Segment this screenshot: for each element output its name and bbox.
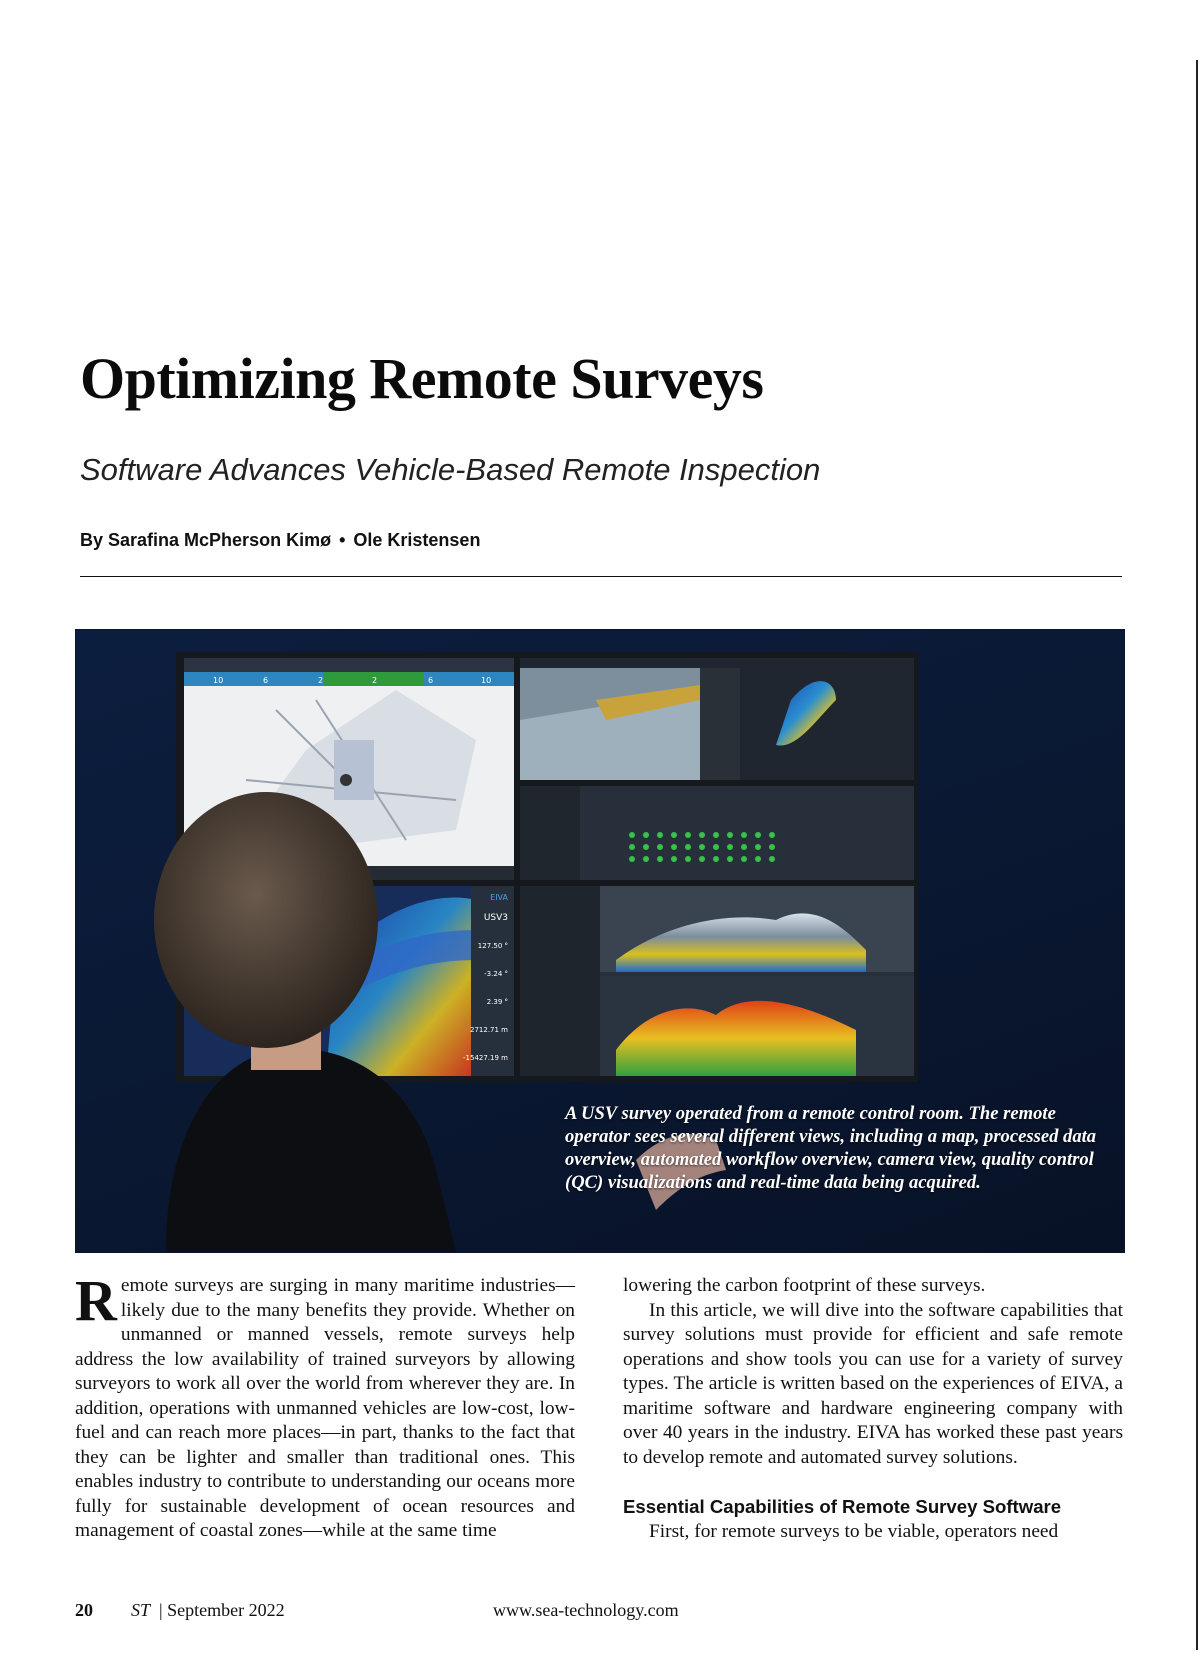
title-divider [80,576,1122,577]
timeline-tick: 6 [428,676,434,685]
body-column-right [623,1274,1123,1544]
readout-easting: 2712.71 m [470,1026,508,1034]
article-subtitle: Software Advances Vehicle-Based Remote Inspection [80,452,821,487]
timeline-tick: 2 [318,676,324,685]
body-column-left [75,1268,575,1544]
readout-roll: 2.39 ° [486,998,508,1006]
byline-separator: • [339,530,346,550]
issue-date: | September 2022 [159,1600,285,1620]
publication-info [131,1600,285,1621]
readout-pitch: -3.24 ° [484,970,508,978]
control-room-photo [75,629,1125,1253]
body-text: emote surveys are surging in many maritime industries—likely due to the many benefits they provide. Whether on unmanned or manned vessels, remote surveys help address the low availability of trained surveyors by allowing surveyors to work all over the world from wherever they are. In addition, operations with unmanned vehicles are low-cost, low-fuel and can reach more places—in part, thanks to the fact that they can be lighter and smaller than traditional ones. This enables industry to contribute to understanding our oceans more fully for sustainable development of ocean resources and management of coastal zones—while at the same time [75,1275,575,1541]
page-edge-rule [1196,60,1198,1650]
website-link[interactable]: www.sea-technology.com [493,1600,679,1620]
magazine-abbrev: ST [131,1600,151,1620]
body-paragraph: First, for remote surveys to be viable, operators need [649,1520,1059,1542]
author-1: By Sarafina McPherson Kimø [80,530,332,550]
byline [80,530,480,551]
body-paragraph: In this article, we will dive into the software capabilities that survey solutions must provide for efficient and safe remote operations and show tools you can use for a variety of survey types. The article is written based on the experiences of EIVA, a maritime software and hardware engineering company with over 40 years in the industry. EIVA has worked these past years to develop remote and automated survey solutions. [623,1299,1123,1468]
photo-caption: A USV survey operated from a remote control room. The remote operator sees several different views, including a map, processed data overview, automated workflow overview, camera view, quality control (QC) visualizations and real-time data being acquired. [565,1103,1097,1193]
qc-screen [520,886,914,1076]
readout-heading: 127.50 ° [477,942,508,950]
camera-screen [520,658,914,780]
article-title: Optimizing Remote Surveys [80,346,764,411]
timeline-tick: 6 [263,676,269,685]
timeline-tick: 10 [481,676,492,685]
timeline-tick: 10 [213,676,224,685]
body-paragraph [75,1268,575,1544]
page-footer [0,1600,1200,1628]
section-heading: Essential Capabilities of Remote Survey Software [623,1496,1062,1517]
author-2: Ole Kristensen [353,530,481,550]
readout-vehicle: USV3 [483,913,508,923]
drop-cap: R [75,1268,117,1333]
page-number: 20 [75,1600,93,1620]
eiva-logo: EIVA [490,893,508,902]
workflow-screen [520,786,914,880]
timeline-tick: 2 [372,676,378,685]
readout-northing: -15427.19 m [463,1054,508,1062]
body-paragraph-continued: lowering the carbon footprint of these surveys. [623,1275,986,1296]
